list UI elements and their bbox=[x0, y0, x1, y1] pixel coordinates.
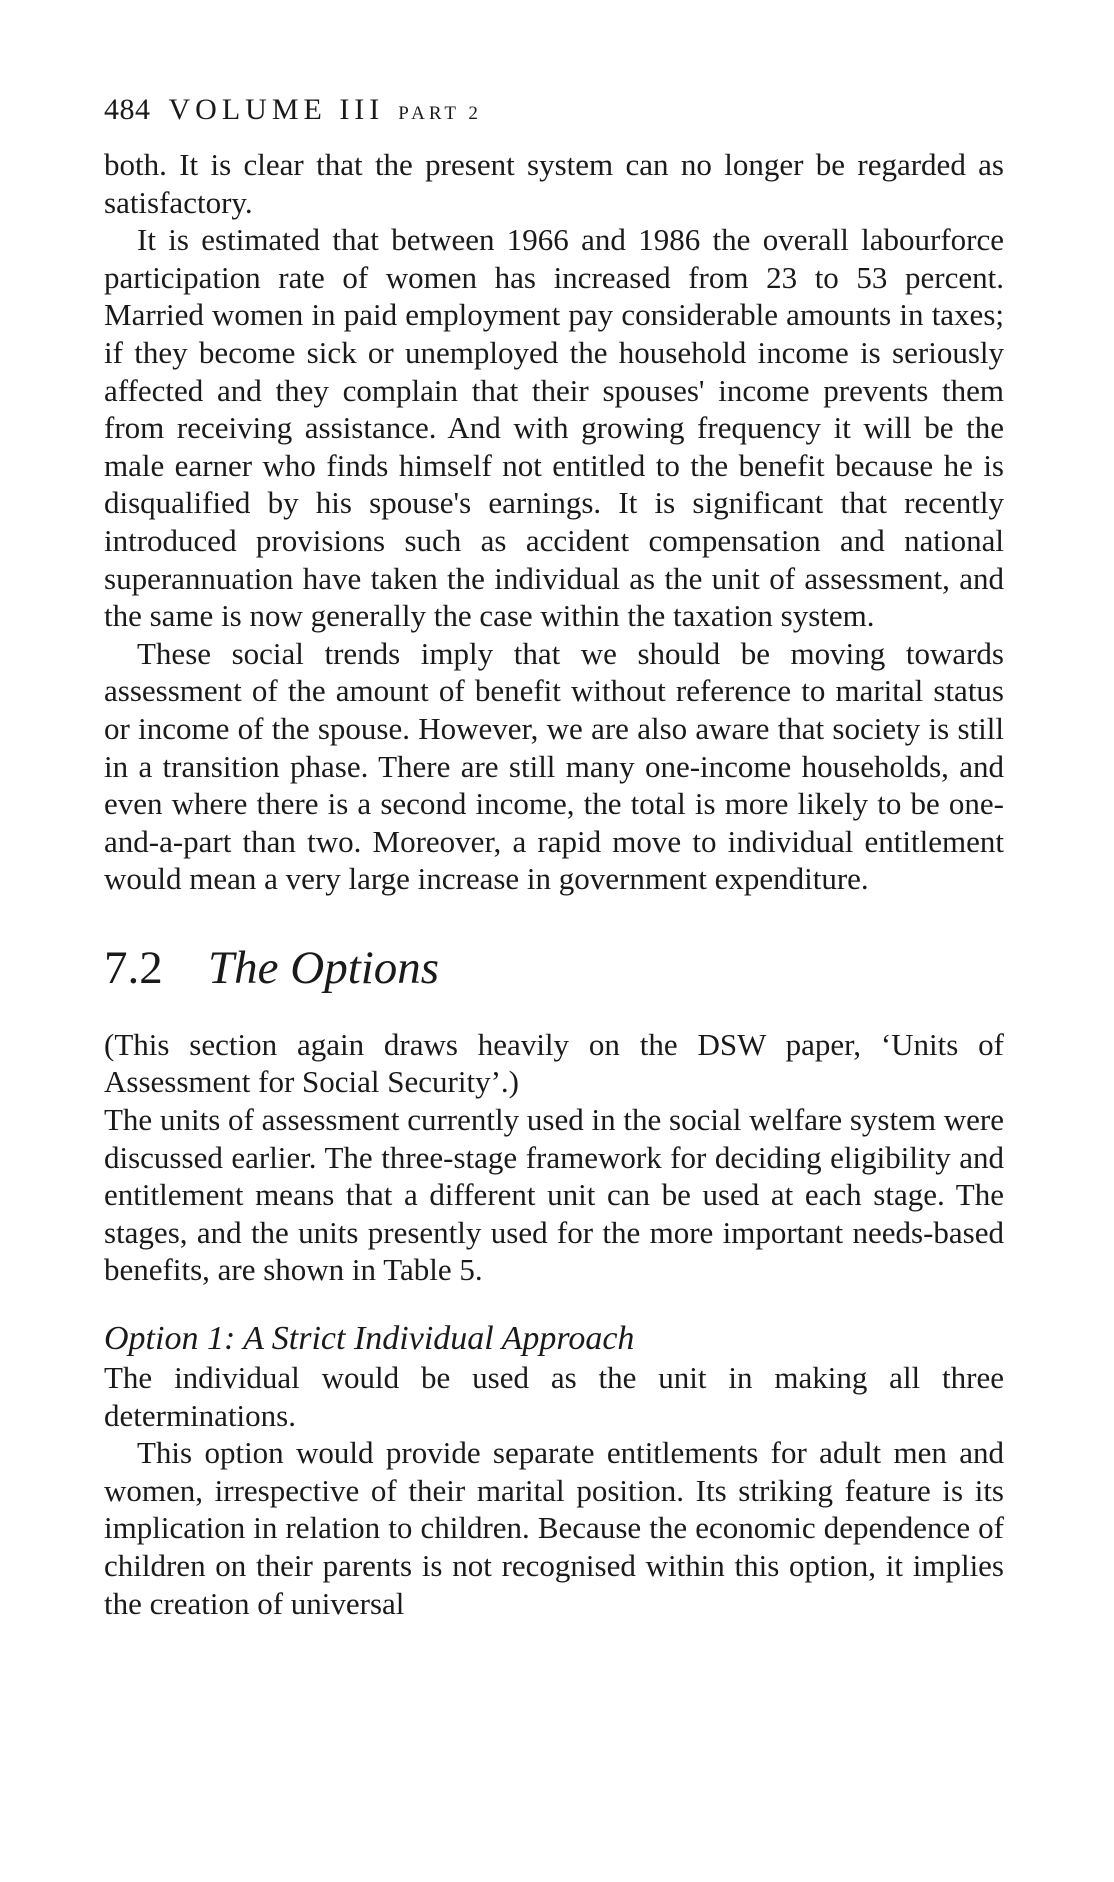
running-head bbox=[104, 90, 1004, 134]
paragraph-option-individual: The individual would be used as the unit in making all three determinations. bbox=[104, 1360, 1004, 1433]
paragraph-option-description: This option would provide separate entitlements for adult men and women, irrespective of their marital position. Its striking feature is its implication in relation to children. Because the economic dependence of children on their parents is not recognised within this option, it implies the creation of universal bbox=[104, 1435, 1004, 1621]
paragraph-continuation: both. It is clear that the present system can no longer be regarded as satisfactory. bbox=[104, 147, 1004, 220]
book-page bbox=[104, 90, 1004, 1622]
section-title: The Options bbox=[208, 941, 440, 994]
paragraph-social-trends: These social trends imply that we should be moving towards assessment of the amount of benefit without reference to marital status or income of the spouse. However, we are also aware that society is still in a transition phase. There are still many one-income households, and even where there is a second income, the total is more likely to be one-and-a-part than two. Moreover, a rapid move to individual entitlement would mean a very large increase in government expenditure. bbox=[104, 635, 1004, 897]
paragraph-labourforce: It is estimated that between 1966 and 1986 the overall labourforce participation rate of women has increased from 23 to 53 percent. Married women in paid employment pay considerable amounts in taxes; if they become sick or unemployed the household income is seriously affected and they complain that their spouses' income prevents them from receiving assistance. And with growing frequency it will be the male earner who finds himself not entitled to the benefit because he is disqualified by his spouse's earnings. It is significant that recently introduced provisions such as accident compensation and national superannuation have taken the individual as the unit of assessment, and the same is now generally the case within the taxation system. bbox=[104, 222, 1004, 634]
part-label: PART 2 bbox=[398, 103, 482, 124]
section-heading bbox=[104, 940, 1004, 996]
option-heading: Option 1: A Strict Individual Approach bbox=[104, 1320, 635, 1358]
volume-label: VOLUME III bbox=[168, 93, 385, 126]
section-number: 7.2 bbox=[104, 941, 163, 994]
paragraph-dsw-note: (This section again draws heavily on the DSW paper, ‘Units of Assessment for Social Security’.) bbox=[104, 1026, 1004, 1100]
page-number: 484 bbox=[104, 93, 151, 126]
paragraph-units-of-assessment: The units of assessment currently used in the social welfare system were discussed earlier. The three-stage framework for deciding eligibility and entitlement means that a different unit can be used at each stage. The stages, and the units presently used for the more important needs-based benefits, are shown in Table 5. bbox=[104, 1102, 1004, 1288]
